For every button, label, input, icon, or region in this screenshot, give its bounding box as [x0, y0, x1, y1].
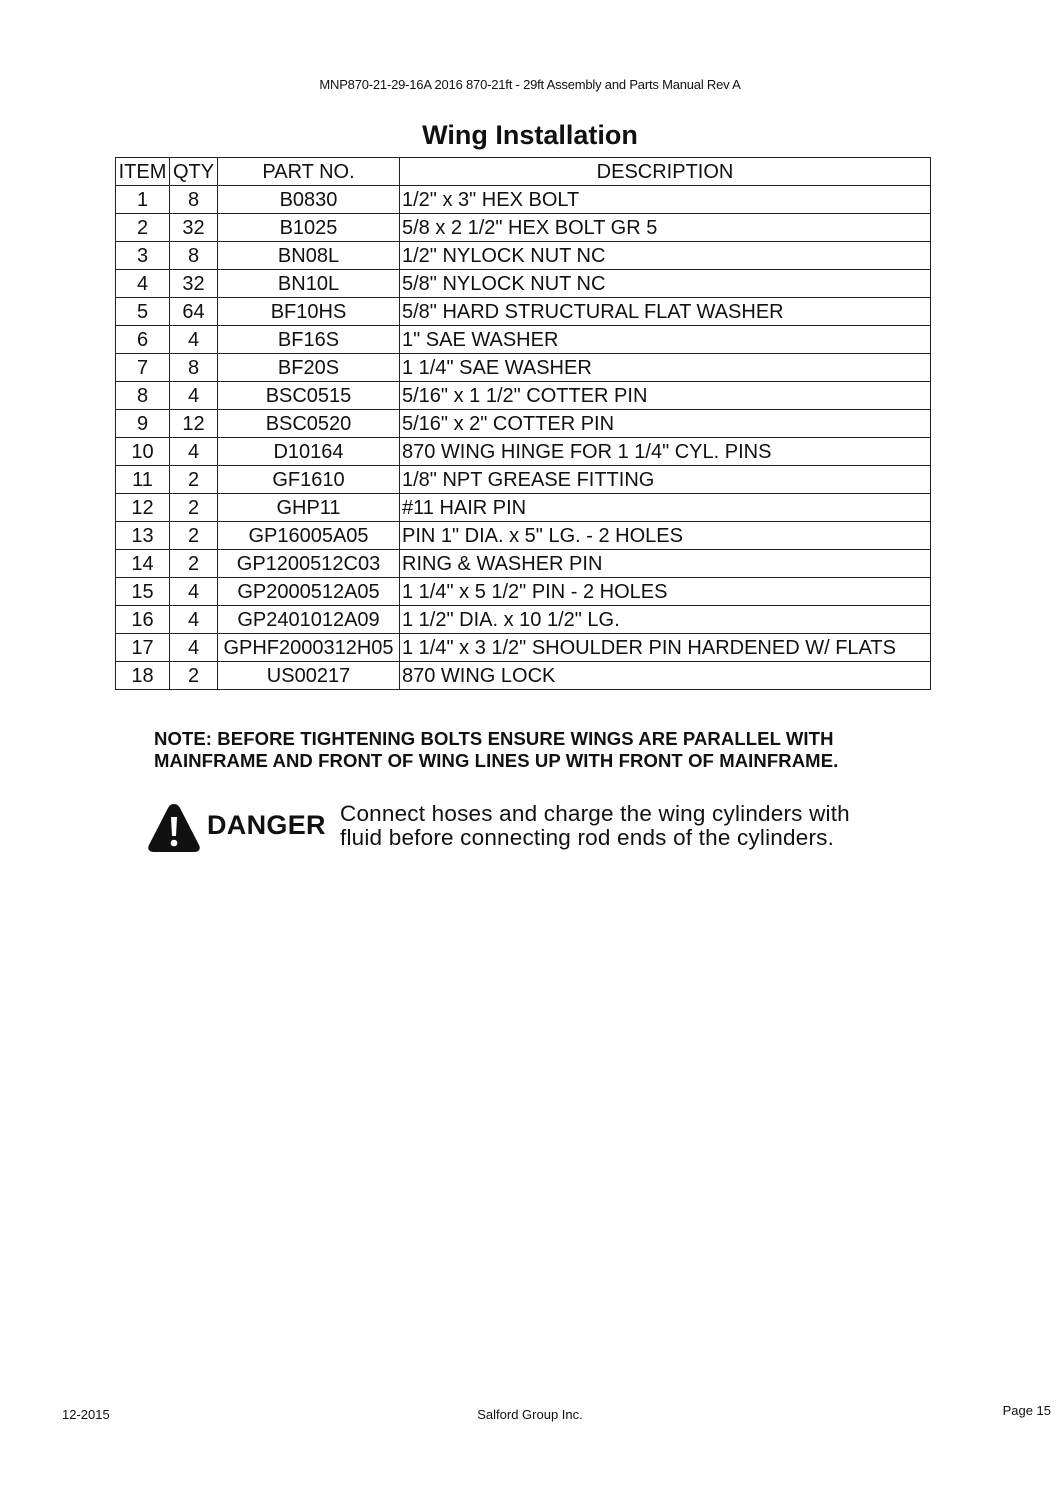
tightening-note: [154, 728, 934, 772]
cell-part-no: BN10L: [218, 270, 400, 298]
cell-item: 13: [116, 522, 170, 550]
cell-item: 14: [116, 550, 170, 578]
table-row: [116, 410, 931, 438]
cell-qty: 4: [170, 438, 218, 466]
cell-description: 1 1/4" x 5 1/2" PIN - 2 HOLES: [400, 578, 931, 606]
cell-part-no: GF1610: [218, 466, 400, 494]
footer-company: Salford Group Inc.: [477, 1407, 583, 1422]
cell-description: #11 HAIR PIN: [400, 494, 931, 522]
cell-part-no: BF16S: [218, 326, 400, 354]
danger-message-line-2: fluid before connecting rod ends of the cylinders.: [340, 825, 835, 850]
cell-description: RING & WASHER PIN: [400, 550, 931, 578]
cell-description: 1 1/2" DIA. x 10 1/2" LG.: [400, 606, 931, 634]
cell-part-no: GP2401012A09: [218, 606, 400, 634]
cell-description: 5/16" x 1 1/2" COTTER PIN: [400, 382, 931, 410]
cell-item: 1: [116, 186, 170, 214]
danger-warning: [147, 800, 947, 860]
danger-message: [340, 802, 850, 850]
cell-item: 7: [116, 354, 170, 382]
cell-qty: 2: [170, 550, 218, 578]
cell-description: 1/2" NYLOCK NUT NC: [400, 242, 931, 270]
document-header: MNP870-21-29-16A 2016 870-21ft - 29ft Assembly and Parts Manual Rev A: [319, 77, 741, 92]
cell-item: 3: [116, 242, 170, 270]
table-row: [116, 298, 931, 326]
cell-item: 2: [116, 214, 170, 242]
cell-qty: 12: [170, 410, 218, 438]
cell-description: 1 1/4" SAE WASHER: [400, 354, 931, 382]
table-row: [116, 634, 931, 662]
cell-item: 8: [116, 382, 170, 410]
cell-part-no: BSC0515: [218, 382, 400, 410]
cell-part-no: BF10HS: [218, 298, 400, 326]
cell-part-no: US00217: [218, 662, 400, 690]
cell-qty: 2: [170, 522, 218, 550]
cell-part-no: B0830: [218, 186, 400, 214]
cell-item: 18: [116, 662, 170, 690]
cell-part-no: D10164: [218, 438, 400, 466]
cell-part-no: GP1200512C03: [218, 550, 400, 578]
parts-table: [115, 157, 931, 690]
cell-qty: 4: [170, 606, 218, 634]
cell-part-no: BF20S: [218, 354, 400, 382]
cell-item: 5: [116, 298, 170, 326]
cell-description: 5/8" HARD STRUCTURAL FLAT WASHER: [400, 298, 931, 326]
cell-qty: 4: [170, 578, 218, 606]
cell-part-no: BN08L: [218, 242, 400, 270]
cell-part-no: GHP11: [218, 494, 400, 522]
cell-qty: 32: [170, 270, 218, 298]
cell-qty: 2: [170, 662, 218, 690]
table-row: [116, 466, 931, 494]
warning-triangle-icon: [147, 802, 201, 854]
table-row: [116, 242, 931, 270]
cell-item: 12: [116, 494, 170, 522]
column-header-description: DESCRIPTION: [400, 158, 931, 186]
cell-item: 10: [116, 438, 170, 466]
cell-item: 4: [116, 270, 170, 298]
danger-message-line-1: Connect hoses and charge the wing cylinders with: [340, 801, 850, 826]
cell-qty: 8: [170, 354, 218, 382]
table-row: [116, 382, 931, 410]
cell-item: 9: [116, 410, 170, 438]
cell-qty: 8: [170, 186, 218, 214]
column-header-item: ITEM: [116, 158, 170, 186]
cell-qty: 2: [170, 494, 218, 522]
cell-qty: 4: [170, 326, 218, 354]
note-line-2: MAINFRAME AND FRONT OF WING LINES UP WITH FRONT OF MAINFRAME.: [154, 750, 839, 771]
cell-item: 16: [116, 606, 170, 634]
cell-qty: 8: [170, 242, 218, 270]
cell-item: 6: [116, 326, 170, 354]
table-row: [116, 354, 931, 382]
cell-description: 1/2" x 3" HEX BOLT: [400, 186, 931, 214]
cell-part-no: GP16005A05: [218, 522, 400, 550]
cell-description: PIN 1" DIA. x 5" LG. - 2 HOLES: [400, 522, 931, 550]
footer-date: 12-2015: [62, 1407, 110, 1422]
cell-part-no: GPHF2000312H05: [218, 634, 400, 662]
table-row: [116, 606, 931, 634]
cell-qty: 64: [170, 298, 218, 326]
cell-description: 1 1/4" x 3 1/2" SHOULDER PIN HARDENED W/ FLATS: [400, 634, 931, 662]
cell-description: 1" SAE WASHER: [400, 326, 931, 354]
table-row: [116, 578, 931, 606]
table-row: [116, 550, 931, 578]
cell-qty: 2: [170, 466, 218, 494]
table-row: [116, 662, 931, 690]
table-row: [116, 270, 931, 298]
table-row: [116, 214, 931, 242]
cell-qty: 4: [170, 382, 218, 410]
cell-description: 1/8" NPT GREASE FITTING: [400, 466, 931, 494]
table-header-row: [116, 158, 931, 186]
table-row: [116, 438, 931, 466]
footer-page-number: Page 15: [1002, 1403, 1051, 1418]
table-row: [116, 522, 931, 550]
column-header-part-no: PART NO.: [218, 158, 400, 186]
page-title: Wing Installation: [422, 120, 638, 150]
cell-item: 17: [116, 634, 170, 662]
cell-description: 5/8" NYLOCK NUT NC: [400, 270, 931, 298]
cell-description: 870 WING HINGE FOR 1 1/4" CYL. PINS: [400, 438, 931, 466]
cell-item: 11: [116, 466, 170, 494]
cell-qty: 4: [170, 634, 218, 662]
cell-description: 5/16" x 2" COTTER PIN: [400, 410, 931, 438]
cell-qty: 32: [170, 214, 218, 242]
danger-label: DANGER: [207, 810, 326, 840]
cell-part-no: GP2000512A05: [218, 578, 400, 606]
cell-part-no: BSC0520: [218, 410, 400, 438]
cell-description: 5/8 x 2 1/2" HEX BOLT GR 5: [400, 214, 931, 242]
column-header-qty: QTY: [170, 158, 218, 186]
table-row: [116, 326, 931, 354]
cell-part-no: B1025: [218, 214, 400, 242]
table-row: [116, 186, 931, 214]
cell-item: 15: [116, 578, 170, 606]
cell-description: 870 WING LOCK: [400, 662, 931, 690]
table-row: [116, 494, 931, 522]
note-line-1: NOTE: BEFORE TIGHTENING BOLTS ENSURE WINGS ARE PARALLEL WITH: [154, 728, 834, 749]
